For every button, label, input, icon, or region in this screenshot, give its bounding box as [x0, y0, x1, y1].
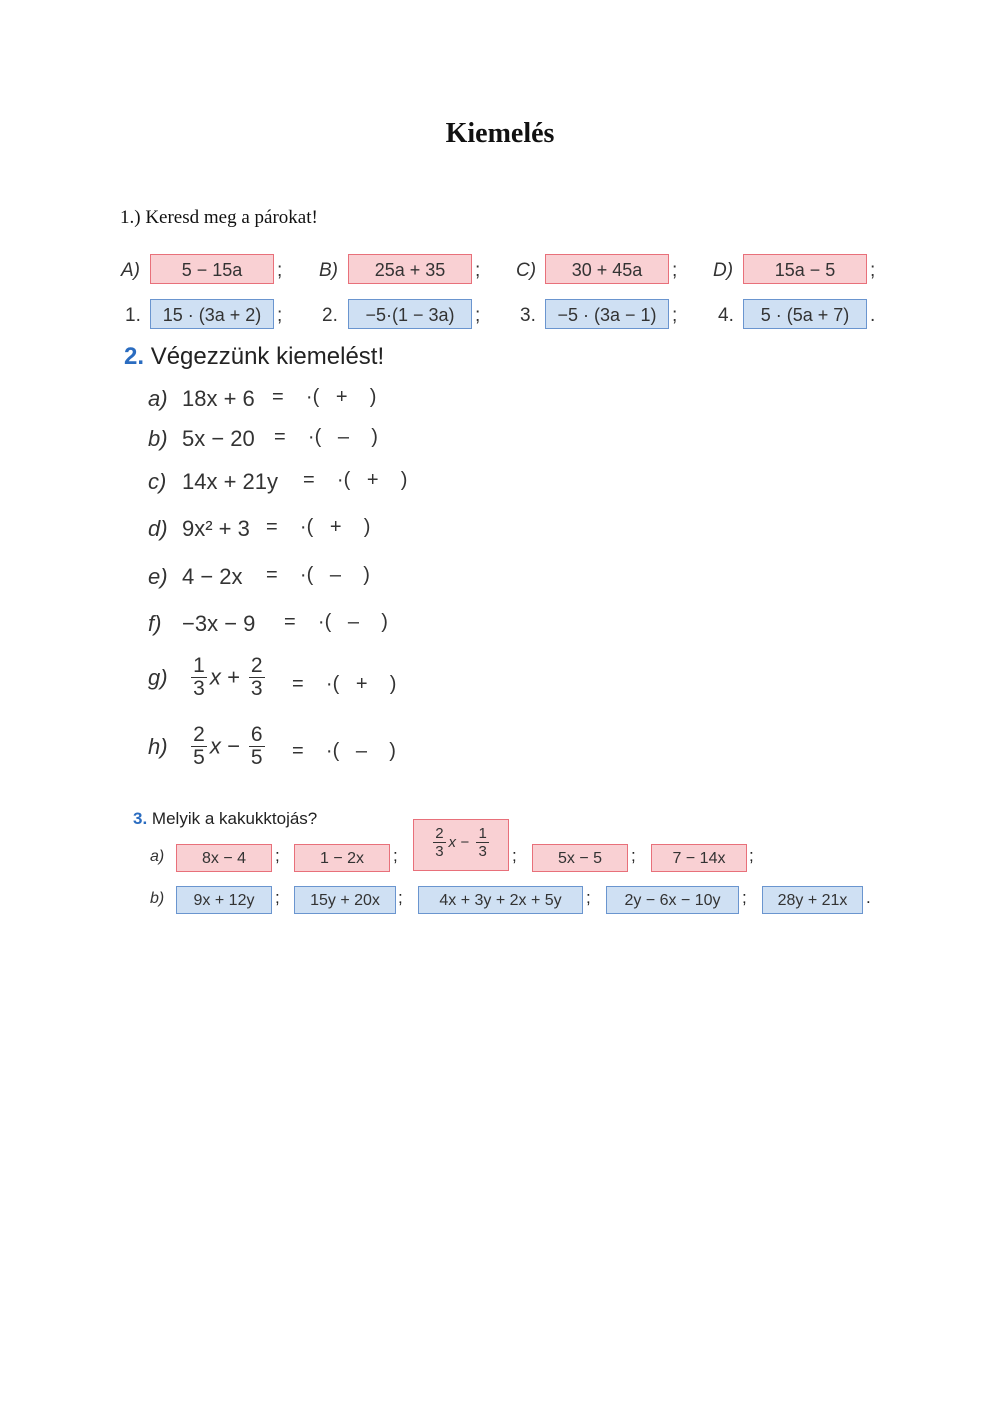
- exercise-d: [148, 516, 371, 556]
- option-label-3: 3.: [520, 305, 536, 326]
- odd-one-box-fraction[interactable]: [413, 819, 509, 871]
- exercise-label: f): [148, 611, 162, 636]
- separator: ;: [749, 846, 754, 865]
- exercise-label: h): [148, 733, 168, 759]
- task-number: 2.: [124, 343, 145, 370]
- fraction: $\frac{6}{5}$: [250, 723, 263, 769]
- separator: ;: [870, 260, 876, 281]
- odd-one-box[interactable]: 28y + 21x: [762, 886, 863, 914]
- expr-box-d[interactable]: 15a − 5: [743, 254, 867, 284]
- separator: ;: [398, 888, 403, 907]
- odd-one-box[interactable]: 4x + 3y + 2x + 5y: [418, 886, 583, 914]
- answer-blank[interactable]: = ·( + ): [266, 516, 371, 538]
- answer-blank[interactable]: = ·( + ): [303, 469, 408, 491]
- separator: ;: [631, 846, 636, 865]
- separator: ;: [393, 846, 398, 865]
- expr-box-3[interactable]: −5 · (3a − 1): [545, 299, 669, 329]
- exercise-a: [148, 386, 377, 426]
- task-number: 3.: [133, 809, 148, 828]
- separator: ;: [672, 260, 678, 281]
- task2-heading: [124, 343, 384, 371]
- exercise-g: [148, 654, 397, 715]
- task1-numbers-row: [0, 299, 1000, 333]
- odd-one-box[interactable]: 8x − 4: [176, 844, 272, 872]
- exercise-b: [148, 426, 378, 466]
- fraction: $\frac{2}{3}$: [250, 654, 263, 700]
- end-mark: .: [866, 888, 871, 907]
- task3-heading: [133, 809, 317, 829]
- row-label-a: a): [150, 848, 165, 865]
- separator: ;: [275, 888, 280, 907]
- expression: 14x + 21y: [182, 469, 279, 494]
- fraction: $\frac{2}{5}$: [193, 723, 205, 769]
- exercise-label: c): [148, 469, 167, 494]
- expression: 5x − 20: [182, 426, 255, 451]
- expr-box-4[interactable]: 5 · (5a + 7): [743, 299, 867, 329]
- expression-mid: x −: [448, 834, 469, 851]
- task1-heading: 1.) Keresd meg a párokat!: [120, 207, 318, 228]
- odd-one-box[interactable]: 7 − 14x: [651, 844, 747, 872]
- expression-mid: x +: [209, 664, 240, 690]
- task-title: Végezzünk kiemelést!: [150, 343, 385, 370]
- page-title: Kiemelés: [445, 118, 555, 149]
- expression: 4 − 2x: [182, 564, 243, 589]
- separator: ;: [586, 888, 591, 907]
- exercise-h: [148, 723, 396, 784]
- option-label-1: 1.: [125, 305, 141, 326]
- exercise-label: a): [148, 386, 168, 411]
- separator: ;: [742, 888, 747, 907]
- fraction: $\frac{2}{3}$: [435, 825, 444, 860]
- row-label-b: b): [150, 890, 165, 907]
- task1-letters-row: [0, 254, 1000, 288]
- separator: ;: [475, 305, 481, 326]
- option-label-b: B): [319, 260, 338, 281]
- exercise-f: [148, 611, 388, 651]
- odd-one-box[interactable]: 9x + 12y: [176, 886, 272, 914]
- answer-blank[interactable]: = ·( – ): [274, 426, 378, 448]
- option-label-c: C): [516, 260, 537, 281]
- answer-blank[interactable]: = ·( – ): [292, 740, 396, 762]
- separator: ;: [672, 305, 678, 326]
- answer-blank[interactable]: = ·( – ): [266, 564, 370, 586]
- expression-mid: x −: [209, 733, 240, 759]
- option-label-a: A): [121, 260, 140, 281]
- expr-box-a[interactable]: 5 − 15a: [150, 254, 274, 284]
- separator: ;: [277, 260, 283, 281]
- expression: 9x² + 3: [182, 516, 250, 541]
- expr-box-c[interactable]: 30 + 45a: [545, 254, 669, 284]
- exercise-label: g): [148, 664, 168, 690]
- expr-box-b[interactable]: 25a + 35: [348, 254, 472, 284]
- expression: 18x + 6: [182, 386, 255, 411]
- option-label-4: 4.: [718, 305, 734, 326]
- odd-one-box[interactable]: 15y + 20x: [294, 886, 396, 914]
- expr-box-2[interactable]: −5·(1 − 3a): [348, 299, 472, 329]
- exercise-label: b): [148, 426, 168, 451]
- end-mark: .: [870, 305, 876, 326]
- exercise-label: e): [148, 564, 168, 589]
- expression: −3x − 9: [182, 611, 256, 636]
- separator: ;: [512, 846, 517, 865]
- exercise-c: [148, 469, 408, 509]
- exercise-e: [148, 564, 370, 604]
- fraction: $\frac{1}{3}$: [193, 654, 205, 700]
- odd-one-box[interactable]: 5x − 5: [532, 844, 628, 872]
- answer-blank[interactable]: = ·( + ): [292, 673, 397, 695]
- expr-box-1[interactable]: 15 · (3a + 2): [150, 299, 274, 329]
- odd-one-box[interactable]: 1 − 2x: [294, 844, 390, 872]
- option-label-2: 2.: [322, 305, 338, 326]
- fraction: $\frac{1}{3}$: [478, 825, 487, 860]
- separator: ;: [275, 846, 280, 865]
- answer-blank[interactable]: = ·( + ): [272, 386, 377, 408]
- odd-one-box[interactable]: 2y − 6x − 10y: [606, 886, 739, 914]
- option-label-d: D): [713, 260, 734, 281]
- task-title: Melyik a kakukktojás?: [151, 809, 318, 828]
- answer-blank[interactable]: = ·( – ): [284, 611, 388, 633]
- separator: ;: [475, 260, 481, 281]
- separator: ;: [277, 305, 283, 326]
- exercise-label: d): [148, 516, 168, 541]
